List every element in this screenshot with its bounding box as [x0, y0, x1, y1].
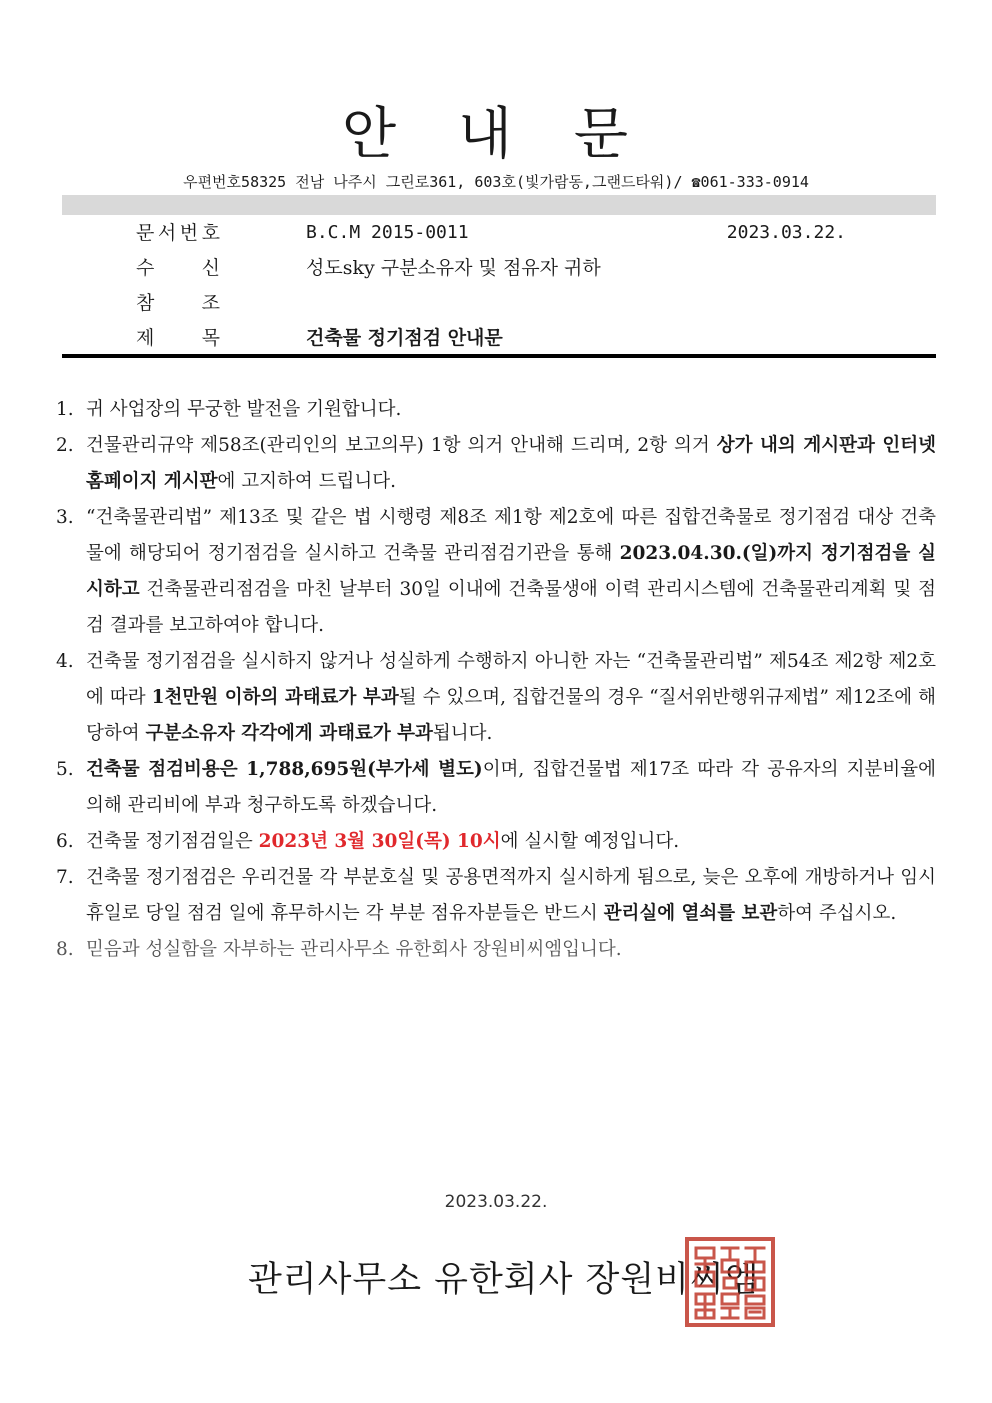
recipient-label: 수 신	[136, 257, 220, 279]
recipient-value: 성도sky 구분소유자 및 점유자 귀하	[306, 257, 601, 279]
item-number: 4.	[56, 651, 74, 672]
notice-item-3	[56, 500, 936, 644]
emphasis-text: 건축물 점검비용은 1,788,695원(부가세 별도)	[86, 759, 483, 780]
notice-item-7	[56, 860, 936, 932]
item-text: 하여 주십시오.	[777, 903, 897, 924]
item-number: 7.	[56, 867, 74, 888]
notice-item-1	[56, 392, 936, 428]
emphasis-text: 상가 내의 게시판과 인터넷 홈페이지 게시판	[86, 435, 936, 492]
subject-value: 건축물 정기점검 안내문	[306, 327, 503, 349]
item-text: 이며, 집합건물법 제17조 따라 각 공유자의 지분비율에 의해 관리비에 부과 청구하도록 하겠습니다.	[86, 759, 937, 816]
notice-item-8	[56, 932, 936, 968]
emphasis-text: 2023.04.30.(일)까지 정기점검을 실시하고	[86, 543, 936, 600]
item-number: 1.	[56, 399, 74, 420]
issuer-name: 관리사무소 유한회사 장원비씨엠	[248, 1260, 760, 1300]
footer-date: 2023.03.22.	[444, 1192, 548, 1212]
highlight-date-text: 2023년 3월 30일(목) 10시	[258, 831, 501, 852]
item-number: 5.	[56, 759, 74, 780]
emphasis-text: 구분소유자 각각에게 과태료가 부과	[145, 723, 433, 744]
item-text: 건물관리규약 제58조(관리인의 보고의무) 1항 의거 안내해 드리며, 2항 의거	[86, 435, 717, 456]
notice-item-5	[56, 752, 936, 824]
item-text: 건축물 정기점검은 우리건물 각 부분호실 및 공용면적까지 실시하게 됨으로, 늦은 오후에 개방하거나 임시휴일로 당일 점검 일에 휴무하시는 각 부분 점유자분들은 반드시	[86, 867, 936, 924]
item-text: 될 수 있으며, 집합건물의 경우 “질서위반행위규제법” 제12조에 해당하여	[86, 687, 936, 744]
item-text: “건축물관리법” 제13조 및 같은 법 시행령 제8조 제1항 제2호에 따른 집합건축물로 정기점검 대상 건축물에 해당되어 정기점검을 실시하고 건축물 관리점검기관을 통해	[86, 507, 936, 564]
header-divider-bar	[62, 195, 936, 215]
doc-no-label: 문 서 번 호	[136, 222, 220, 244]
emphasis-text: 관리실에 열쇠를 보관	[603, 903, 778, 924]
doc-date: 2023.03.22.	[726, 222, 846, 243]
item-number: 3.	[56, 507, 74, 528]
item-number: 6.	[56, 831, 74, 852]
doc-no-value: B.C.M 2015-0011	[306, 222, 469, 243]
notice-item-6	[56, 824, 936, 860]
item-text: 건축물관리점검을 마친 날부터 30일 이내에 건축물생애 이력 관리시스템에 건축물관리계획 및 점검 결과를 보고하여야 합니다.	[86, 579, 936, 636]
sender-address: 우편번호58325 전남 나주시 그린로361, 603호(빛가람동,그랜드타워)/ ☎061-333-0914	[183, 173, 809, 191]
company-seal-icon	[684, 1236, 776, 1328]
item-text: 건축물 정기점검을 실시하지 않거나 성실하게 수행하지 아니한 자는 “건축물관리법” 제54조 제2항 제2호에 따라	[86, 651, 936, 708]
notice-body	[56, 392, 936, 968]
item-text: 건축물 정기점검일은	[86, 831, 259, 852]
item-text: 에 실시할 예정입니다.	[500, 831, 680, 852]
item-text: 됩니다.	[432, 723, 493, 744]
item-number: 8.	[56, 939, 74, 960]
reference-label: 참 조	[136, 292, 220, 314]
subject-label: 제 목	[136, 327, 220, 349]
document-title: 안 내 문	[342, 102, 650, 167]
item-text: 믿음과 성실함을 자부하는 관리사무소 유한회사 장원비씨엠입니다.	[86, 939, 622, 960]
header-rule	[62, 354, 936, 358]
emphasis-text: 1천만원 이하의 과태료가 부과	[151, 687, 399, 708]
notice-item-4	[56, 644, 936, 752]
notice-item-2	[56, 428, 936, 500]
item-text: 에 고지하여 드립니다.	[217, 471, 397, 492]
item-text: 귀 사업장의 무궁한 발전을 기원합니다.	[86, 399, 402, 420]
item-number: 2.	[56, 435, 74, 456]
